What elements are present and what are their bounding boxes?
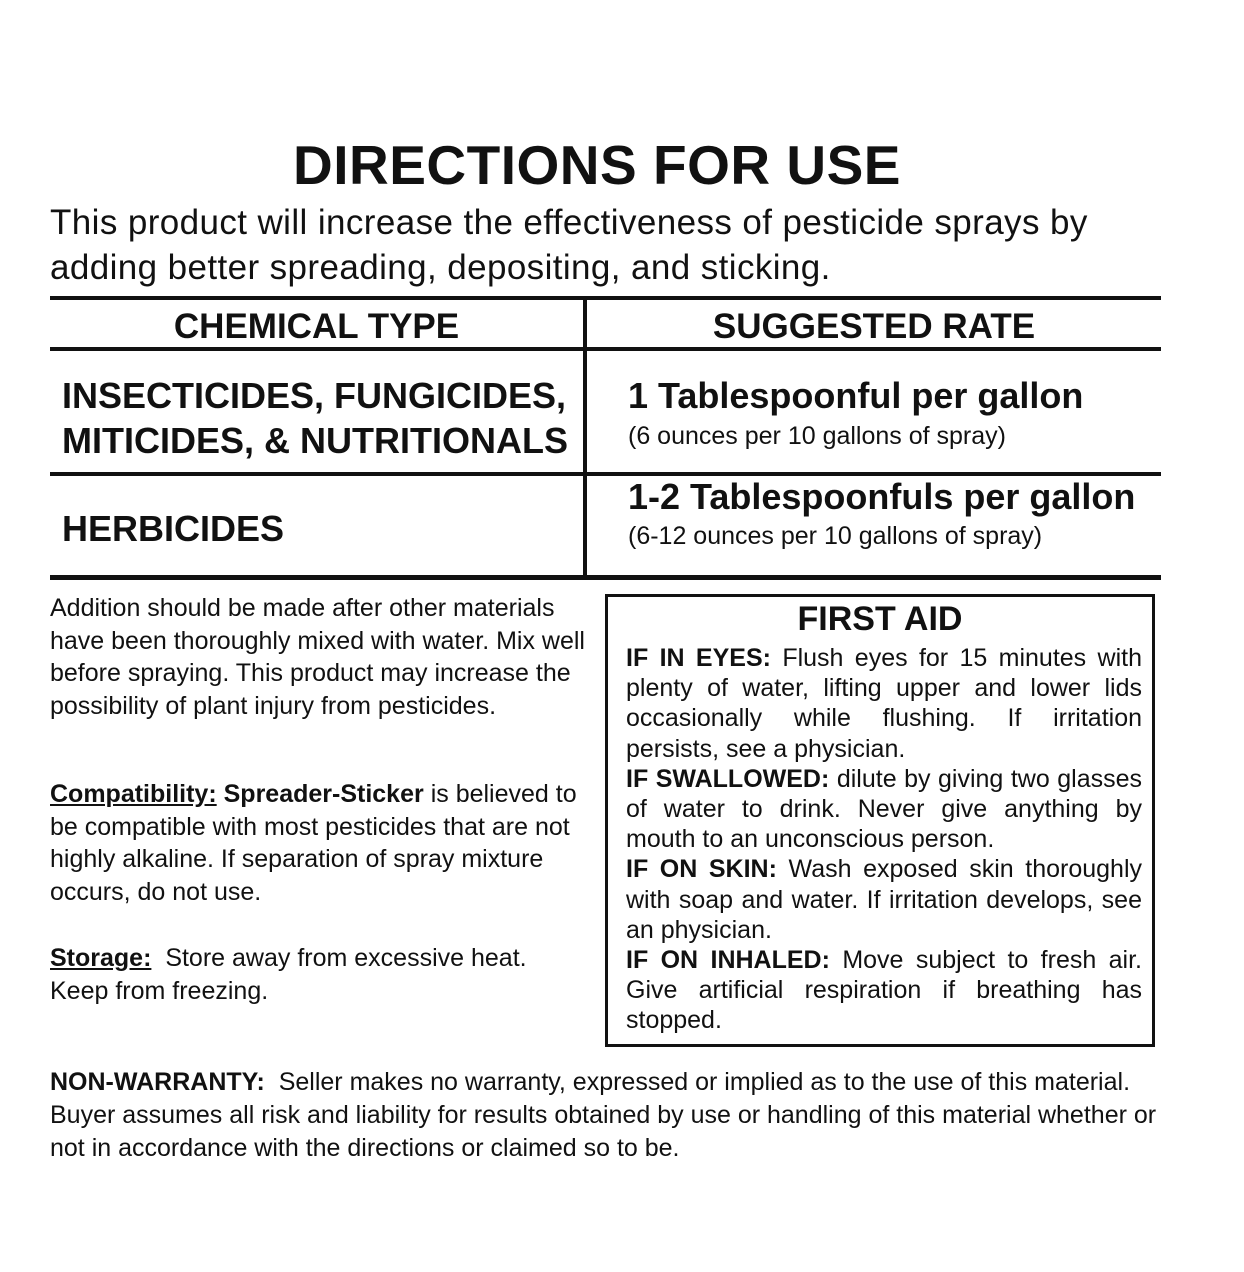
storage-section (50, 942, 585, 1007)
chemical-type-cell (62, 373, 568, 463)
intro-text: This product will increase the effectiveness of pesticide sprays by adding better spreading, depositing, and sticking. (50, 203, 1088, 287)
chemical-type-cell: HERBICIDES (62, 508, 285, 549)
page-title: DIRECTIONS FOR USE (293, 134, 901, 196)
storage-text: Store away from excessive heat. Keep from freezing. (50, 944, 527, 1005)
non-warranty-label: NON-WARRANTY: (50, 1068, 265, 1096)
first-aid-text: dilute by giving two glasses of water to drink. Never give anything by mouth to an unconscious person. (626, 764, 1142, 854)
compatibility-text: is believed to be compatible with most pesticides that are not highly alkaline. If separation of spray mixture occurs, do not use. (50, 780, 577, 906)
compatibility-paragraph (50, 778, 585, 908)
rate-note: (6-12 ounces per 10 gallons of spray) (628, 522, 1043, 550)
first-aid-label: IF SWALLOWED: (626, 764, 830, 793)
chemical-type-line: MITICIDES, & NUTRITIONALS (62, 420, 568, 461)
mixing-instructions (50, 592, 585, 722)
compatibility-label: Compatibility: (50, 780, 217, 808)
first-aid-item (626, 643, 1142, 764)
header-chemical-type: CHEMICAL TYPE (173, 307, 460, 346)
first-aid-label: IF ON INHALED: (626, 946, 830, 975)
first-aid-box (605, 594, 1155, 1047)
chemical-type-line: INSECTICIDES, FUNGICIDES, (62, 375, 567, 416)
first-aid-item (626, 764, 1142, 855)
rate-value: 1-2 Tablespoonfuls per gallon (628, 476, 1136, 517)
product-name: Spreader-Sticker (223, 780, 424, 808)
first-aid-label: IF ON SKIN: (626, 855, 777, 884)
first-aid-item (626, 854, 1142, 945)
non-warranty-text: Seller makes no warranty, expressed or implied as to the use of this material. Buyer assumes all risk and liability for results obtained by use or handling of this material whether or not in accordance with the directions or claimed so to be. (50, 1068, 1157, 1162)
first-aid-body (626, 643, 1142, 1036)
table-header-rule (50, 347, 1161, 351)
header-suggested-rate: SUGGESTED RATE (712, 307, 1036, 346)
mixing-text: Addition should be made after other materials have been thoroughly mixed with water. Mix well before spraying. This product may increase the possibility of plant injury from pesticides. (50, 594, 585, 720)
non-warranty-section (50, 1066, 1165, 1165)
rate-note: (6 ounces per 10 gallons of spray) (628, 422, 1006, 450)
first-aid-label: IF IN EYES: (626, 644, 771, 672)
first-aid-item (626, 945, 1142, 1036)
storage-paragraph (50, 942, 585, 1007)
first-aid-text: Flush eyes for 15 minutes with plenty of water, lifting upper and lower lids occasionally while flushing. If irritation persists, see a physician. (626, 644, 1142, 763)
table-bottom-rule (50, 575, 1161, 580)
rate-value: 1 Tablespoonful per gallon (628, 375, 1084, 416)
compatibility-section (50, 778, 585, 908)
first-aid-text: Wash exposed skin thoroughly with soap and water. If irritation develops, see an physician. (626, 855, 1142, 944)
storage-label: Storage: (50, 944, 152, 972)
first-aid-title: FIRST AID (797, 600, 963, 638)
table-top-rule (50, 296, 1161, 300)
first-aid-text: Move subject to fresh air. Give artificial respiration if breathing has stopped. (626, 946, 1143, 1035)
